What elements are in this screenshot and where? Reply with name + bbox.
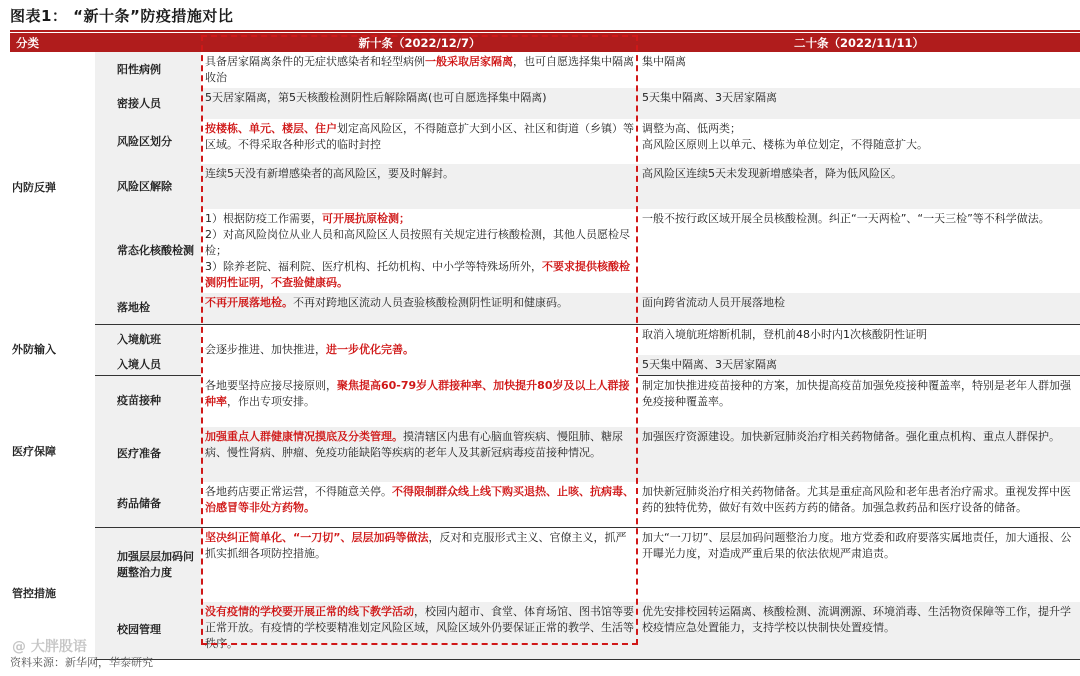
old-policy-cell xyxy=(638,88,1080,119)
comparison-table xyxy=(10,33,1080,660)
highlight-text: 没有疫情的学校要开展正常的线下教学活动 xyxy=(205,604,414,618)
policy-text: 加大“一刀切”、层层加码问题整治力度。地方党委和政府要落实属地责任，加大通报、公开曝光力度，对造成严重后果的依法依规严肃追责。 xyxy=(642,531,1072,560)
item-cell: 密接人员 xyxy=(95,88,201,119)
highlight-text: 可开展抗原检测； xyxy=(322,212,410,225)
new-policy-cell xyxy=(201,427,638,482)
policy-text: 各地要坚持应接尽接原则， xyxy=(205,378,337,392)
highlight-text: 不再开展落地检。 xyxy=(205,296,293,309)
new-policy-cell xyxy=(201,324,638,376)
highlight-text: 楼层、住户 xyxy=(282,122,337,135)
new-policy-cell xyxy=(201,376,638,427)
highlight-text: 不得限制群众线上线下购买退热、止咳、抗病毒、治感冒等非处方药物。 xyxy=(205,484,634,514)
item-cell: 风险区划分 xyxy=(95,119,201,164)
policy-text: 连续5天没有新增感染者的高风险区，要及时解封。 xyxy=(205,167,454,180)
policy-text: 2）对高风险岗位从业人员和高风险区人员按照有关规定进行核酸检测，其他人员愿检尽检； 3）除养老院、福利院、医疗机构、托幼机构、中小学等特殊场所外， xyxy=(205,228,630,273)
table-row xyxy=(10,52,1080,88)
item-cell: 医疗准备 xyxy=(95,427,201,482)
highlight-text: 按楼栋、单元、 xyxy=(205,122,282,135)
old-policy-cell xyxy=(638,119,1080,164)
item-cell: 入境人员 xyxy=(95,355,201,376)
old-policy-cell xyxy=(638,482,1080,528)
table-row xyxy=(10,164,1080,209)
item-cell: 加强层层加码问题整治力度 xyxy=(95,528,201,602)
policy-text: 制定加快推进疫苗接种的方案，加快提高疫苗加强免疫接种覆盖率，特别是老年人群加强免疫接种覆盖率。 xyxy=(642,379,1071,408)
table-row xyxy=(10,293,1080,324)
source-note: 资料来源：新华网，华泰研究 xyxy=(10,656,153,669)
item-cell: 疫苗接种 xyxy=(95,376,201,427)
policy-text: ，也可自愿选择集中隔离收治 xyxy=(205,55,634,84)
policy-text: 1）根据防疫工作需要， xyxy=(205,212,322,225)
policy-text: 5天居家隔离，第5天核酸检测阴性后解除隔离(也可自愿选择集中隔离) xyxy=(205,91,547,104)
old-policy-cell xyxy=(638,209,1080,293)
policy-text: 摸清辖区内患有心脑血管疾病、慢阻肺、糖尿病、慢性肾病、肿瘤、免疫功能缺陷等疾病的老年人及其新冠病毒疫苗接种情况。 xyxy=(205,429,623,459)
highlight-text: 聚焦提高60-79岁人群接种率、加快提升80岁及以上人群接种率 xyxy=(205,378,630,408)
policy-text: 具备居家隔离条件的无症状感染者和轻型病例 xyxy=(205,55,425,68)
new-policy-cell xyxy=(201,52,638,88)
highlight-text: 加强重点人群健康情况摸底及分类管理。 xyxy=(205,429,403,443)
old-policy-cell xyxy=(638,376,1080,427)
old-policy-cell xyxy=(638,355,1080,376)
new-policy-cell xyxy=(201,528,638,602)
new-policy-cell xyxy=(201,164,638,209)
old-policy-cell xyxy=(638,602,1080,660)
policy-text: ，作出专项安排。 xyxy=(227,394,315,408)
category-cell: 内防反弹 xyxy=(12,181,56,194)
item-cell: 常态化核酸检测 xyxy=(95,209,201,293)
item-cell: 风险区解除 xyxy=(95,164,201,209)
policy-text: 各地药店要正常运营，不得随意关停。 xyxy=(205,484,392,498)
policy-text: 5天集中隔离、3天居家隔离 xyxy=(642,358,777,371)
old-policy-cell xyxy=(638,52,1080,88)
item-cell: 落地检 xyxy=(95,293,201,324)
new-policy-cell xyxy=(201,119,638,164)
watermark: @ 大胖股语 xyxy=(12,639,87,655)
highlight-text: 不要求提供核酸检测阴性证明，不查验健康码。 xyxy=(205,260,630,289)
header-old: 二十条（2022/11/11） xyxy=(638,33,1080,52)
policy-text: 调整为高、低两类； 高风险区原则上以单元、楼栋为单位划定，不得随意扩大。 xyxy=(642,122,928,151)
table-row xyxy=(10,528,1080,602)
table-row xyxy=(10,209,1080,293)
policy-text: 优先安排校园转运隔离、核酸检测、流调溯源、环境消毒、生活物资保障等工作，提升学校疫情应急处置能力，支持学校以快制快处置疫情。 xyxy=(642,604,1071,634)
table-row xyxy=(10,88,1080,119)
table-row xyxy=(10,602,1080,660)
item-cell: 校园管理 xyxy=(95,602,201,660)
table-row xyxy=(10,427,1080,482)
new-policy-cell xyxy=(201,482,638,528)
header-category: 分类 xyxy=(10,33,95,52)
item-cell: 阳性病例 xyxy=(95,52,201,88)
new-policy-cell xyxy=(201,209,638,293)
policy-text: 一般不按行政区域开展全员核酸检测。纠正“一天两检”、“一天三检”等不科学做法。 xyxy=(642,212,1050,225)
old-policy-cell xyxy=(638,164,1080,209)
table-row xyxy=(10,324,1080,355)
policy-text: 面向跨省流动人员开展落地检 xyxy=(642,296,785,309)
policy-text: ，校园内超市、食堂、体育场馆、图书馆等要正常开放。有疫情的学校要精准划定风险区域，风险区域外仍要保证正常的教学、生活等秩序。 xyxy=(205,604,634,650)
table-body xyxy=(10,52,1080,660)
policy-text: 取消入境航班熔断机制，登机前48小时内1次核酸阴性证明 xyxy=(642,327,927,341)
old-policy-cell xyxy=(638,293,1080,324)
policy-text: 5天集中隔离、3天居家隔离 xyxy=(642,91,777,104)
table-header-row xyxy=(10,33,1080,52)
policy-text: 加强医疗资源建设。加快新冠肺炎治疗相关药物储备。强化重点机构、重点人群保护。 xyxy=(642,429,1060,443)
highlight-text: 坚决纠正简单化、“一刀切”、层层加码等做法 xyxy=(205,531,429,544)
table-row xyxy=(10,482,1080,528)
old-policy-cell xyxy=(638,324,1080,355)
category-cell: 外防输入 xyxy=(12,342,56,356)
new-policy-cell xyxy=(201,602,638,660)
item-cell: 入境航班 xyxy=(95,324,201,355)
new-policy-cell xyxy=(201,88,638,119)
old-policy-cell xyxy=(638,528,1080,602)
highlight-text: 一般采取居家隔离 xyxy=(425,55,513,68)
policy-text: 高风险区连续5天未发现新增感染者，降为低风险区。 xyxy=(642,167,902,180)
item-cell: 药品储备 xyxy=(95,482,201,528)
policy-text: 会逐步推进、加快推进， xyxy=(205,343,326,356)
title-divider xyxy=(10,30,1080,32)
category-cell: 医疗保障 xyxy=(12,444,56,458)
policy-text: 划定高风险区，不得随意扩大到小区、社区和街道（乡镇）等区域。不得采取各种形式的临时封控 xyxy=(205,122,634,151)
table-row xyxy=(10,376,1080,427)
header-new: 新十条（2022/12/7） xyxy=(201,33,638,52)
policy-text: 不再对跨地区流动人员查验核酸检测阴性证明和健康码。 xyxy=(293,296,568,309)
policy-text: 加快新冠肺炎治疗相关药物储备。尤其是重症高风险和老年患者治疗需求。重视发挥中医药的独特优势，做好有效中医药方药的储备。加强急救药品和医疗设备的储备。 xyxy=(642,484,1071,514)
table-row xyxy=(10,119,1080,164)
chart-title: 图表1： “新十条”防疫措施对比 xyxy=(10,7,234,25)
policy-text: ，反对和克服形式主义、官僚主义，抓严抓实抓细各项防控措施。 xyxy=(205,531,627,560)
policy-text: 集中隔离 xyxy=(642,55,686,68)
category-cell: 管控措施 xyxy=(12,586,56,600)
old-policy-cell xyxy=(638,427,1080,482)
highlight-text: 进一步优化完善。 xyxy=(326,343,414,356)
header-item xyxy=(95,33,201,52)
new-policy-cell xyxy=(201,293,638,324)
